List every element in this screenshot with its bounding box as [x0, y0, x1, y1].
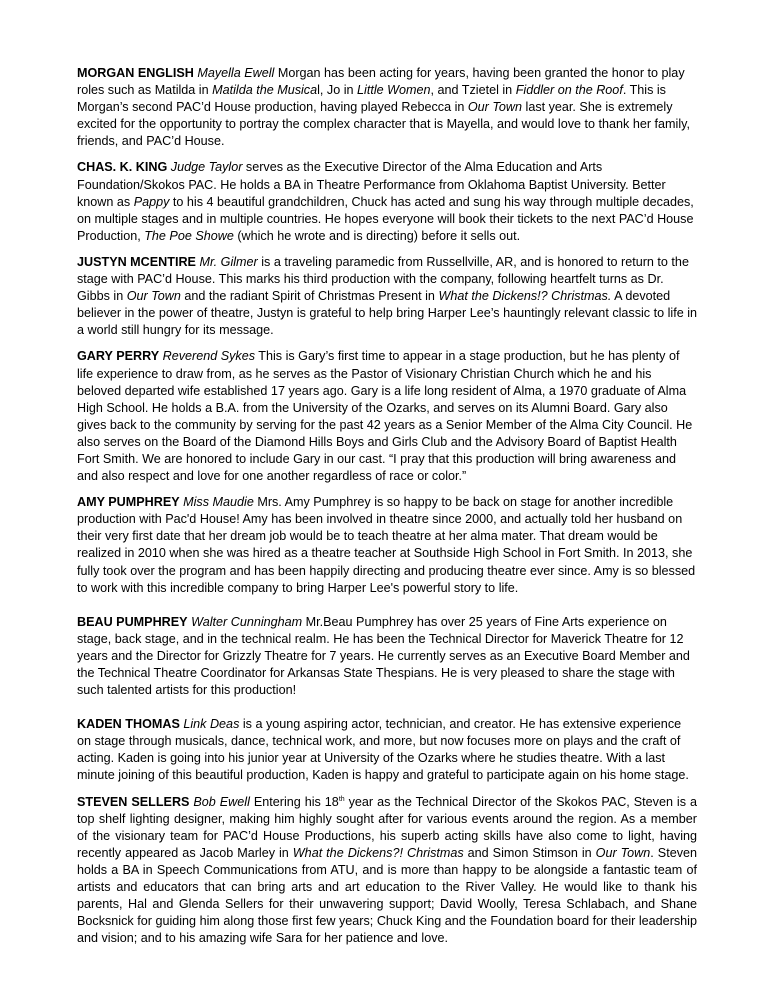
- cast-role: Link Deas: [183, 717, 240, 732]
- bio-text-segment: This is Gary’s first time to appear in a stage production, but he has plenty of life experience to draw from, as he serves as the Pastor of Visionary Christian Church which he and his beloved departed wife established 17 years ago. Gary is a life long resident of Alma, a 1970 graduate of Alma High School. He holds a B.A. from the University of the Ozarks, and serves on its Alumni Board. Gary also gives back to the community by serving for the past 42 years as a Senior Member of the Alma City Council. He also serves on the Board of the Diamond Hills Boys and Girls Club and the Advisory Board of Baptist Health Fort Smith. We are honored to include Gary in our cast. “I pray that this production will bring awareness and and also respect and love for one another regardless of race or color.”: [77, 349, 693, 484]
- bio-kaden-thomas: [77, 716, 697, 784]
- cast-name: AMY PUMPHREY: [77, 495, 180, 510]
- bio-text: [77, 495, 695, 594]
- bio-gary-perry: [77, 348, 697, 485]
- cast-role: Judge Taylor: [170, 160, 243, 175]
- bio-text-segment: is a young aspiring actor, technician, and creator. He has extensive experience on stage through musicals, dance, technical work, and more, but now focuses more on plays and the craft of acting. Kaden is going into his junior year at University of the Ozarks where he studies theatre. With a last minute joining of this beautiful production, Kaden is happy and grateful to participate again on his home stage.: [77, 717, 689, 783]
- bio-text-segment: year as the Technical Director of the Skokos PAC, Steven is a top shelf lighting designer, making him highly sought after for various events around the region. As a member of the visionary team for PAC’d House Productions, his superb acting skills have also come to light, having recently appeared as Jacob Marley in: [77, 794, 697, 860]
- production-title: Matilda the Musica: [212, 83, 318, 98]
- bio-text-segment: (which he wrote and is directing) before it sells out.: [233, 228, 521, 243]
- cast-name: JUSTYN MCENTIRE: [77, 254, 196, 269]
- cast-bios-page: [77, 65, 697, 956]
- bio-morgan-english: [77, 65, 697, 150]
- bio-chas-k-king: [77, 159, 697, 244]
- cast-role: Walter Cunningham: [191, 614, 303, 629]
- cast-name: MORGAN ENGLISH: [77, 66, 194, 80]
- production-title: The Poe Showe: [144, 228, 234, 243]
- cast-role: Mr. Gilmer: [199, 254, 258, 269]
- production-title: Fiddler on the Roof: [515, 83, 623, 98]
- bio-text-segment: is a traveling paramedic from Russellville, AR, and is honored to return to the stage with PAC’d House. This marks his third production with the company, following heartfelt turns as Dr. Gibbs in: [77, 254, 689, 304]
- cast-name: GARY PERRY: [77, 349, 160, 364]
- bio-text-segment: Entering his 18: [249, 794, 339, 809]
- cast-name: STEVEN SELLERS: [77, 794, 190, 809]
- bio-steven-sellers: [77, 794, 697, 948]
- bio-text-segment: . This is Morgan’s second PAC’d House production, having played Rebecca in: [77, 83, 666, 115]
- bio-amy-pumphrey: [77, 494, 697, 597]
- bio-text: [77, 795, 697, 946]
- bio-beau-pumphrey: [77, 614, 697, 699]
- cast-role: Reverend Sykes: [162, 349, 256, 364]
- production-title: Little Women: [357, 83, 431, 98]
- bio-text-segment: , and Tzietel in: [430, 83, 516, 98]
- bio-justyn-mcentire: [77, 254, 697, 339]
- bio-text-segment: Morgan has been acting for years, having been granted the honor to play roles such as Matilda in: [77, 66, 685, 98]
- production-title: Our Town: [467, 100, 523, 115]
- cast-name: KADEN THOMAS: [77, 717, 180, 732]
- production-title: What the Dickens?! Christmas: [292, 845, 464, 860]
- bio-text-segment: and the radiant Spirit of Christmas Present in: [180, 289, 439, 304]
- bio-text-segment: and Simon Stimson in: [463, 845, 596, 860]
- bio-text: [77, 349, 692, 483]
- bio-text-segment: serves as the Executive Director of the Alma Education and Arts Foundation/Skokos PAC. He holds a BA in Theatre Performance from Oklahoma Baptist University. Better known as: [77, 160, 666, 209]
- bio-text-segment: Mrs. Amy Pumphrey is so happy to be back on stage for another incredible production with Pac'd House! Amy has been involved in theatre since 2000, and actually told her husband on their very first date that her dream job would be to teach theatre at her alma mater. That dream would be realized in 2010 when she was hired as a theatre teacher at Southside High School in Fort Smith. In 2013, she fully took over the program and has been happily directing and producing theatre ever since. Amy is so blessed to work with this incredible company to bring Harper Lee's powerful story to life.: [77, 495, 696, 595]
- cast-name: BEAU PUMPHREY: [77, 614, 188, 629]
- bio-text-segment: . Steven holds a BA in Speech Communications from ATU, and is more than happy to be alongside a fantastic team of artists and educators that can bring arts and art education to the River Valley. He would like to thank his parents, Hal and Glenda Sellers for their unwavering support; David Woolly, Teresa Schlabach, and Shane Bocksnick for guiding him along those first few years; Chuck King and the Foundation board for their leadership and vision; and to his amazing wife Sara for her patience and love.: [77, 845, 697, 946]
- bio-text-segment: l, Jo in: [317, 83, 358, 98]
- cast-role: Miss Maudie: [183, 495, 254, 510]
- production-title: What the Dickens!? Christmas.: [438, 289, 612, 304]
- cast-role: Bob Ewell: [193, 794, 250, 809]
- bio-text: [77, 160, 694, 242]
- production-title: Pappy: [133, 194, 170, 209]
- bio-text-segment: last year. She is extremely excited for the opportunity to portray the complex character that is Mayella, and would love to thank her family, friends, and PAC’d House.: [77, 100, 690, 149]
- cast-role: Mayella Ewell: [197, 66, 275, 80]
- cast-name: CHAS. K. KING: [77, 160, 168, 175]
- ordinal-suffix: th: [338, 795, 345, 803]
- production-title: Our Town: [126, 289, 181, 304]
- bio-text-segment: A devoted believer in the power of theatre, Justyn is grateful to help bring Harper Lee’s hauntingly relevant classic to life in a world still hungry for its message.: [77, 289, 698, 338]
- bio-text-segment: Mr.Beau Pumphrey has over 25 years of Fine Arts experience on stage, back stage, and in the technical realm. He has been the Technical Director for Maverick Theatre for 12 years and the Director for Grizzly Theatre for 7 years. He currently serves as an Executive Board Member and the Technical Theatre Coordinator for Arkansas State Thespians. He is very pleased to share the stage with such talented artists for this production!: [77, 614, 690, 698]
- production-title: Our Town: [595, 845, 651, 860]
- bio-text-segment: to his 4 beautiful grandchildren, Chuck has acted and sung his way through multiple decades, on multiple stages and in multiple countries. He hopes everyone will book their tickets to the next PAC’d House Production,: [77, 194, 694, 243]
